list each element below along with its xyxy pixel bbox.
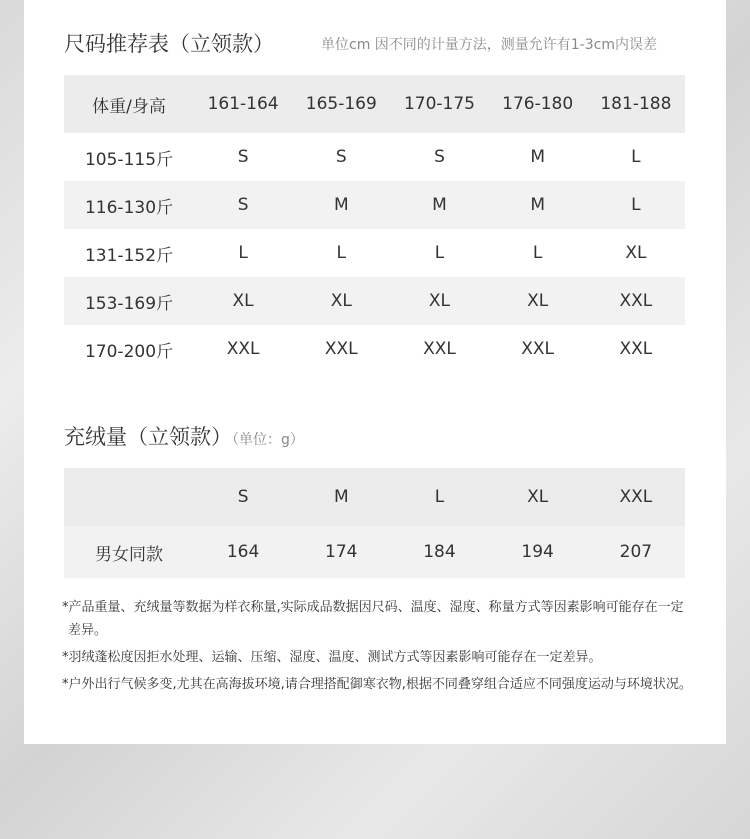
header-cell: 165-169 bbox=[292, 75, 390, 133]
size-chart-title: 尺码推荐表（立领款） bbox=[64, 32, 274, 56]
fill-chart-unit: （单位：g） bbox=[232, 432, 304, 448]
size-cell: XL bbox=[390, 277, 488, 325]
weight-cell: 105-115斤 bbox=[84, 149, 174, 170]
weight-cell: 131-152斤 bbox=[84, 245, 174, 266]
size-cell: M bbox=[489, 181, 587, 229]
note-weight: *产品重量、充绒量等数据为样衣称量,实际成品数据因尺码、温度、湿度、称量方式等因素影响可能存在一定差异。 bbox=[62, 600, 684, 638]
header-cell: M bbox=[292, 468, 390, 526]
table-row bbox=[64, 229, 685, 277]
size-cell: M bbox=[292, 181, 390, 229]
size-cell: XXL bbox=[423, 339, 456, 359]
size-cell: XXL bbox=[619, 339, 653, 359]
header-cell: 体重/身高 bbox=[64, 75, 194, 133]
fill-value-cell: 174 bbox=[292, 526, 390, 578]
weight-cell: 116-130斤 bbox=[64, 181, 194, 229]
size-cell: S bbox=[194, 181, 292, 229]
size-cell: S bbox=[434, 147, 445, 167]
notes-section bbox=[62, 596, 692, 700]
table-row bbox=[64, 181, 685, 229]
weight-cell: 170-200斤 bbox=[84, 341, 174, 362]
size-cell: XXL bbox=[226, 339, 260, 359]
header-cell: 161-164 bbox=[194, 75, 292, 133]
size-cell: S bbox=[237, 147, 249, 167]
header-cell: XL bbox=[489, 468, 587, 526]
size-chart-table bbox=[64, 75, 685, 373]
row-label-cell: 男女同款 bbox=[64, 526, 194, 578]
size-cell: XL bbox=[489, 277, 587, 325]
size-cell: XXL bbox=[324, 339, 358, 359]
size-cell: S bbox=[335, 147, 347, 167]
size-cell: L bbox=[532, 243, 543, 263]
size-cell: L bbox=[631, 147, 641, 167]
size-cell: XXL bbox=[521, 339, 555, 359]
size-cell: XL bbox=[194, 277, 292, 325]
note-loft: *羽绒蓬松度因拒水处理、运输、压缩、湿度、温度、测试方式等因素影响可能存在一定差异。 bbox=[62, 650, 602, 665]
size-cell: M bbox=[390, 181, 488, 229]
table-row bbox=[64, 325, 685, 373]
fill-value-cell: 194 bbox=[489, 526, 587, 578]
fill-chart-table bbox=[64, 468, 685, 578]
table-row bbox=[64, 526, 685, 578]
size-cell: L bbox=[238, 243, 248, 263]
size-cell: M bbox=[530, 147, 545, 167]
note-outdoor: *户外出行气候多变,尤其在高海拔环境,请合理搭配御寒衣物,根据不同叠穿组合适应不同强度运动与环境状况。 bbox=[62, 677, 692, 692]
size-cell: XL bbox=[292, 277, 390, 325]
fill-chart-header-row bbox=[64, 468, 685, 526]
header-cell bbox=[64, 468, 194, 526]
size-cell: XXL bbox=[587, 277, 685, 325]
size-cell: L bbox=[336, 243, 347, 263]
fill-value-cell: 164 bbox=[194, 526, 292, 578]
size-cell: L bbox=[587, 181, 685, 229]
header-cell: S bbox=[194, 468, 292, 526]
size-cell: XL bbox=[625, 243, 647, 263]
size-cell: L bbox=[434, 243, 445, 263]
size-chart-note: 单位cm 因不同的计量方法，测量允许有1-3cm内误差 bbox=[321, 37, 657, 53]
weight-cell: 153-169斤 bbox=[64, 277, 194, 325]
fill-chart-title-wrap bbox=[64, 421, 304, 451]
header-cell: 181-188 bbox=[587, 75, 685, 133]
header-cell: L bbox=[390, 468, 488, 526]
header-cell: 176-180 bbox=[489, 75, 587, 133]
fill-value-cell: 207 bbox=[587, 526, 685, 578]
table-row bbox=[64, 277, 685, 325]
fill-value-cell: 184 bbox=[390, 526, 488, 578]
size-guide-card bbox=[24, 0, 726, 744]
table-row bbox=[64, 133, 685, 181]
header-cell: XXL bbox=[587, 468, 685, 526]
header-cell: 170-175 bbox=[390, 75, 488, 133]
size-chart-header-row bbox=[64, 75, 685, 133]
fill-chart-title: 充绒量（立领款） bbox=[64, 425, 232, 449]
